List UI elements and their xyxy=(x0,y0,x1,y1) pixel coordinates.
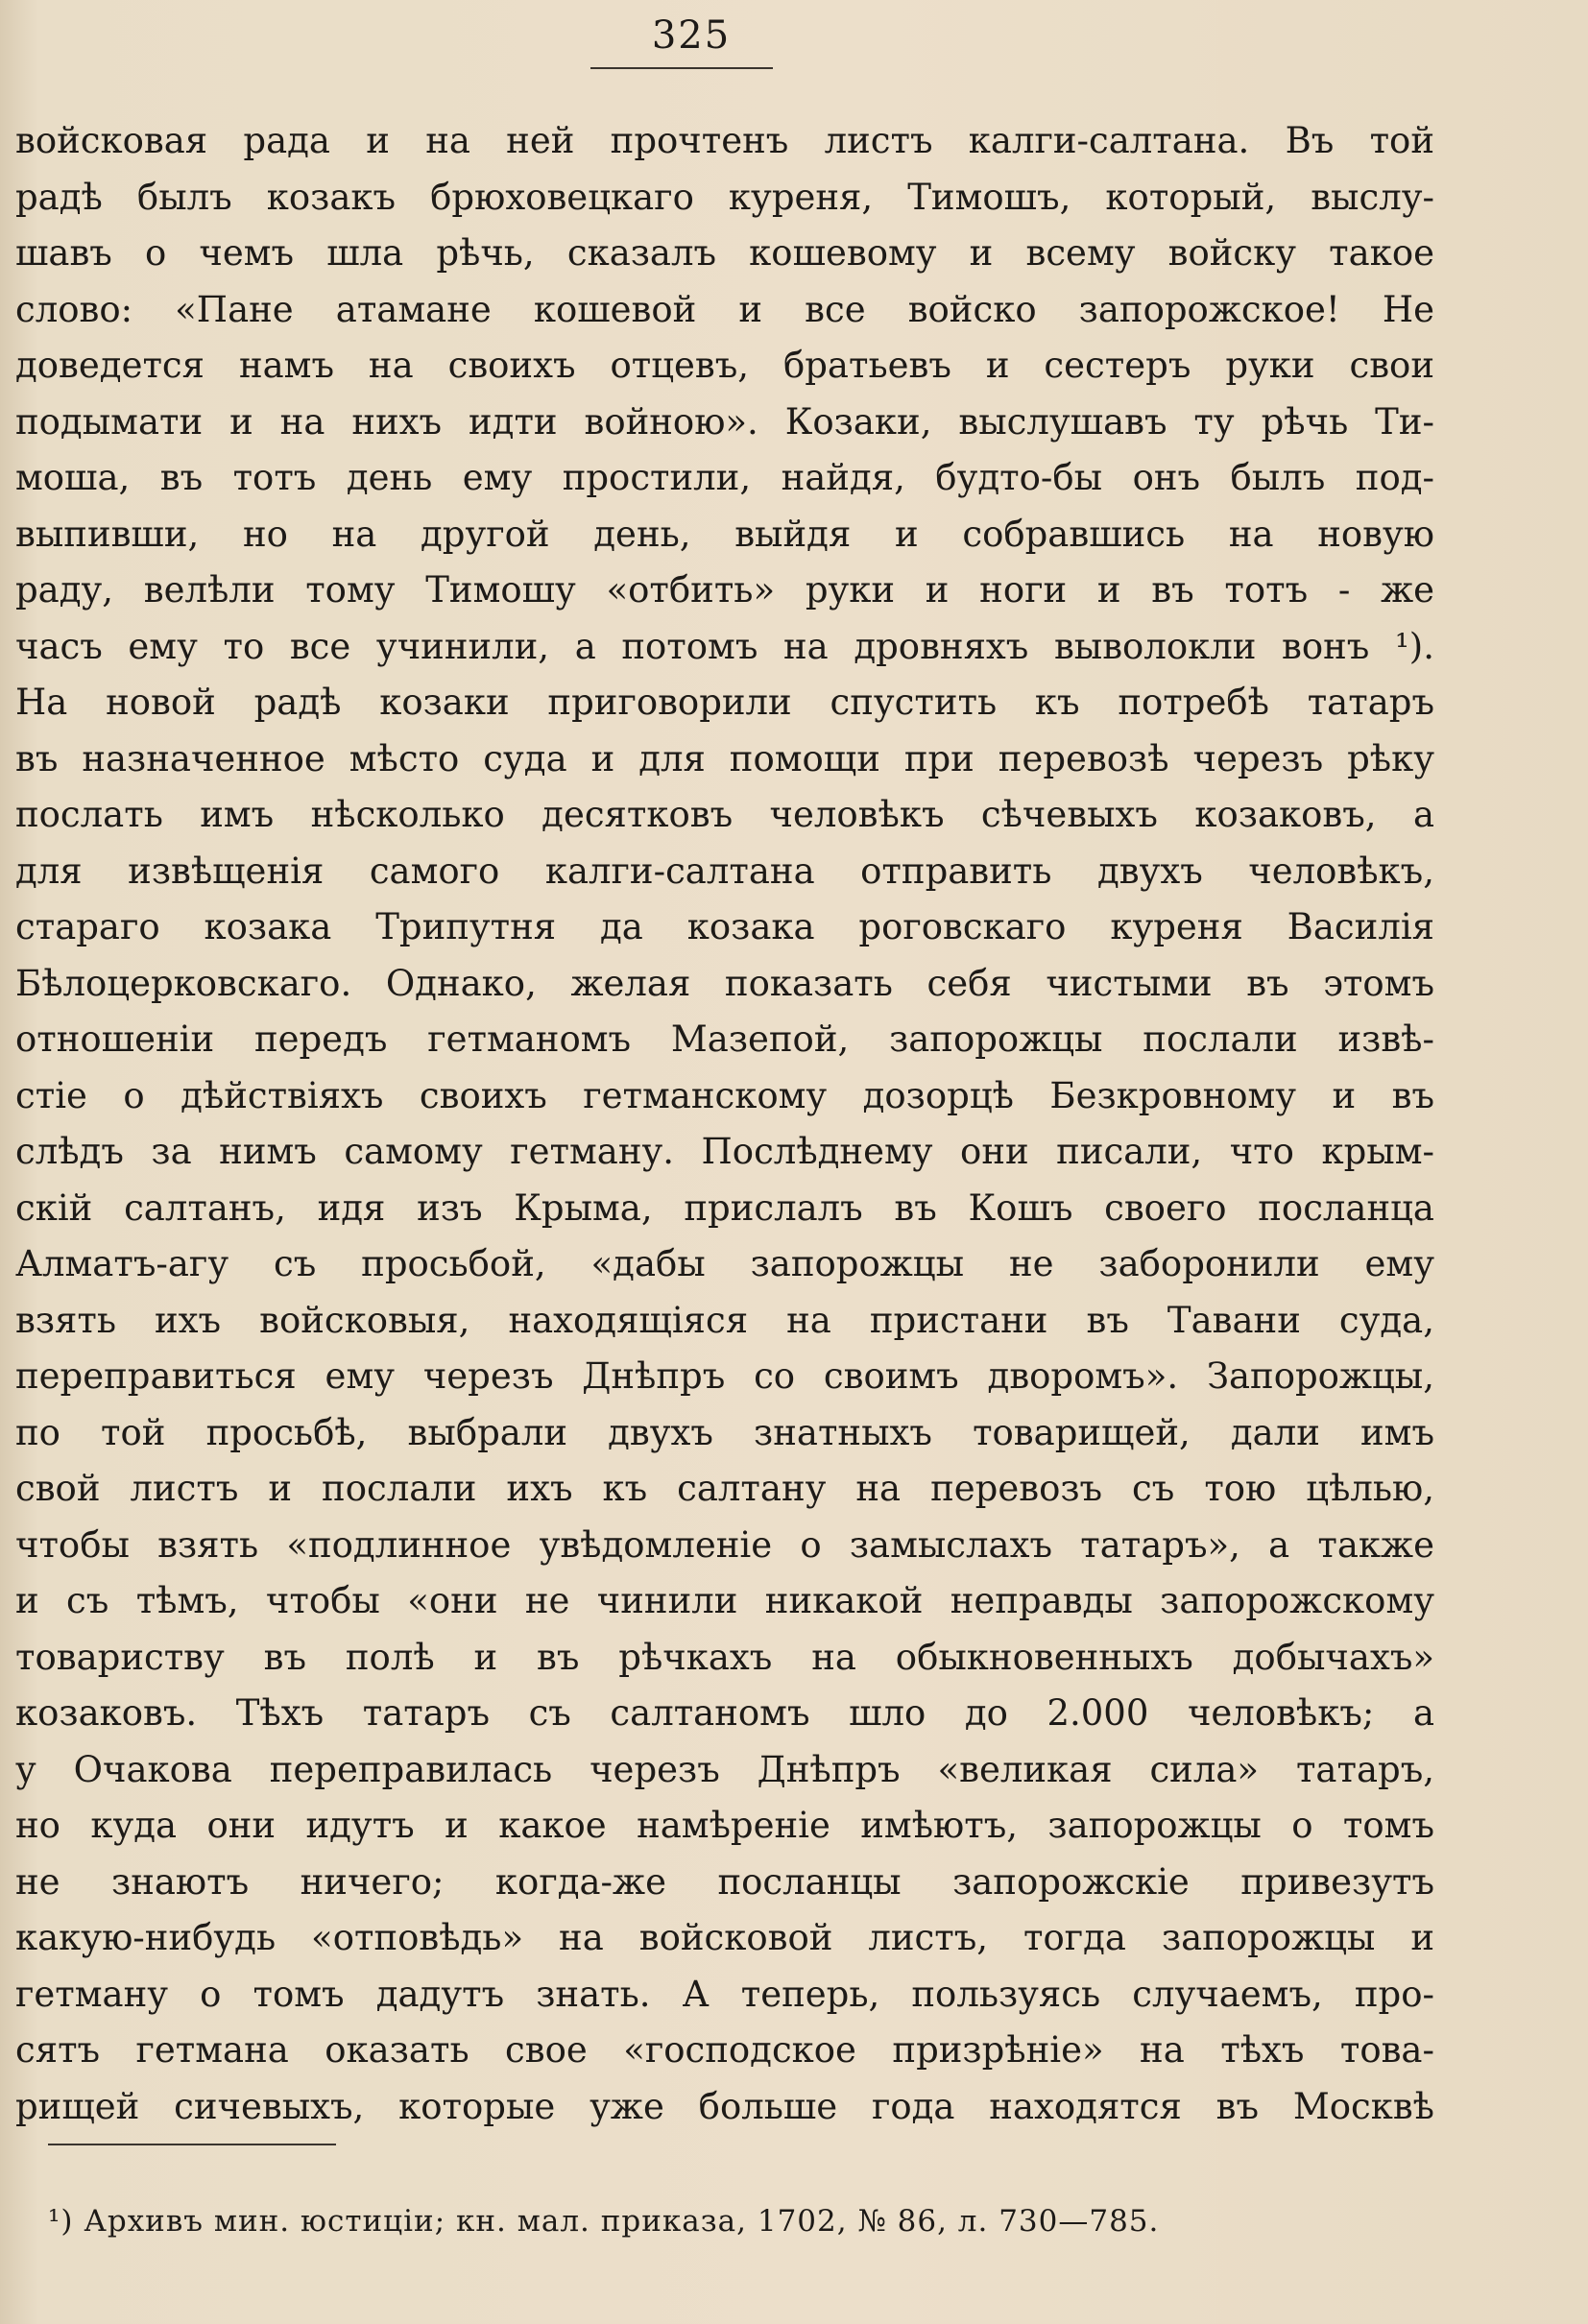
text-line: На новой радѣ козаки приговорили спустить къ потребѣ татаръ xyxy=(15,682,1434,723)
text-line: скій салтанъ, идя изъ Крыма, прислалъ въ Кошъ своего посланца xyxy=(15,1186,1434,1229)
text-line: по той просьбѣ, выбрали двухъ знатныхъ товарищей, дали имъ xyxy=(15,1411,1434,1453)
text-line: чтобы взять «подлинное увѣдомленіе о замыслахъ татаръ», а также xyxy=(15,1523,1434,1566)
page-number: 325 xyxy=(651,13,732,58)
text-line: шавъ о чемъ шла рѣчь, сказалъ кошевому и всему войску такое xyxy=(15,232,1434,274)
text-line: не знаютъ ничего; когда-же посланцы запорожскіе привезутъ xyxy=(15,1860,1434,1903)
text-line: послать имъ нѣсколько десятковъ человѣкъ сѣчевыхъ козаковъ, а xyxy=(15,794,1434,835)
text-line: моша, въ тотъ день ему простили, найдя, будто-бы онъ былъ под- xyxy=(15,457,1434,498)
text-line: переправиться ему черезъ Днѣпръ со своимъ дворомъ». Запорожцы, xyxy=(15,1355,1434,1397)
text-line: какую-нибудь «отповѣдь» на войсковой листъ, тогда запорожцы и xyxy=(15,1917,1434,1958)
text-line: и съ тѣмъ, чтобы «они не чинили никакой неправды запорожскому xyxy=(15,1580,1434,1621)
text-line: гетману о томъ дадутъ знать. А теперь, пользуясь случаемъ, про- xyxy=(15,1973,1434,2015)
text-line: для извѣщенія самого калги-салтана отправить двухъ человѣкъ, xyxy=(15,850,1434,892)
text-line: отношеніи передъ гетманомъ Мазепой, запорожцы послали извѣ- xyxy=(15,1018,1434,1060)
text-line: но куда они идутъ и какое намѣреніе имѣютъ, запорожцы о томъ xyxy=(15,1805,1434,1846)
text-line: стараго козака Трипутня да козака роговскаго куреня Василія xyxy=(15,906,1434,947)
footnote-rule xyxy=(48,2144,336,2145)
text-line: слово: «Пане атамане кошевой и все войско запорожское! Не xyxy=(15,288,1434,330)
text-line: свой листъ и послали ихъ къ салтану на перевозъ съ тою цѣлью, xyxy=(15,1468,1434,1509)
text-line: у Очакова переправилась черезъ Днѣпръ «великая сила» татаръ, xyxy=(15,1748,1434,1790)
text-line: подымати и на нихъ идти войною». Козаки, выслушавъ ту рѣчь Ти- xyxy=(15,400,1434,443)
text-line: сятъ гетмана оказать свое «господское призрѣніе» на тѣхъ това- xyxy=(15,2029,1434,2071)
text-line: Бѣлоцерковскаго. Однако, желая показать себя чистыми въ этомъ xyxy=(15,962,1434,1004)
text-line: раду, велѣли тому Тимошу «отбить» руки и ноги и въ тотъ - же xyxy=(15,569,1434,611)
body-text xyxy=(15,113,1434,2135)
text-line: часъ ему то все учинили, а потомъ на дровняхъ выволокли вонъ ¹). xyxy=(15,625,1434,667)
text-line: радѣ былъ козакъ брюховецкаго куреня, Тимошъ, который, выслу- xyxy=(15,176,1434,218)
text-line: товариству въ полѣ и въ рѣчкахъ на обыкновенныхъ добычахъ» xyxy=(15,1636,1434,1678)
text-line: выпивши, но на другой день, выйдя и собравшись на новую xyxy=(15,513,1434,555)
text-line: взять ихъ войсковыя, находящіяся на пристани въ Тавани суда, xyxy=(15,1299,1434,1341)
text-line: Алматъ-агу съ просьбой, «дабы запорожцы не заборонили ему xyxy=(15,1243,1434,1284)
text-line: козаковъ. Тѣхъ татаръ съ салтаномъ шло до 2.000 человѣкъ; а xyxy=(15,1692,1434,1734)
text-line: стіе о дѣйствіяхъ своихъ гетманскому дозорцѣ Безкровному и въ xyxy=(15,1074,1434,1116)
text-line: доведется намъ на своихъ отцевъ, братьевъ и сестеръ руки свои xyxy=(15,345,1434,386)
footnote: ¹) Архивъ мин. юстиціи; кн. мал. приказа, 1702, № 86, л. 730—785. xyxy=(48,2204,1160,2239)
text-line: слѣдъ за нимъ самому гетману. Послѣднему они писали, что крым- xyxy=(15,1131,1434,1172)
text-line: рищей сичевыхъ, которые уже больше года находятся въ Москвѣ xyxy=(15,2085,1434,2127)
text-line: въ назначенное мѣсто суда и для помощи при перевозѣ черезъ рѣку xyxy=(15,737,1434,779)
text-line: войсковая рада и на ней прочтенъ листъ калги-салтана. Въ той xyxy=(15,120,1434,161)
header-rule xyxy=(590,67,773,69)
